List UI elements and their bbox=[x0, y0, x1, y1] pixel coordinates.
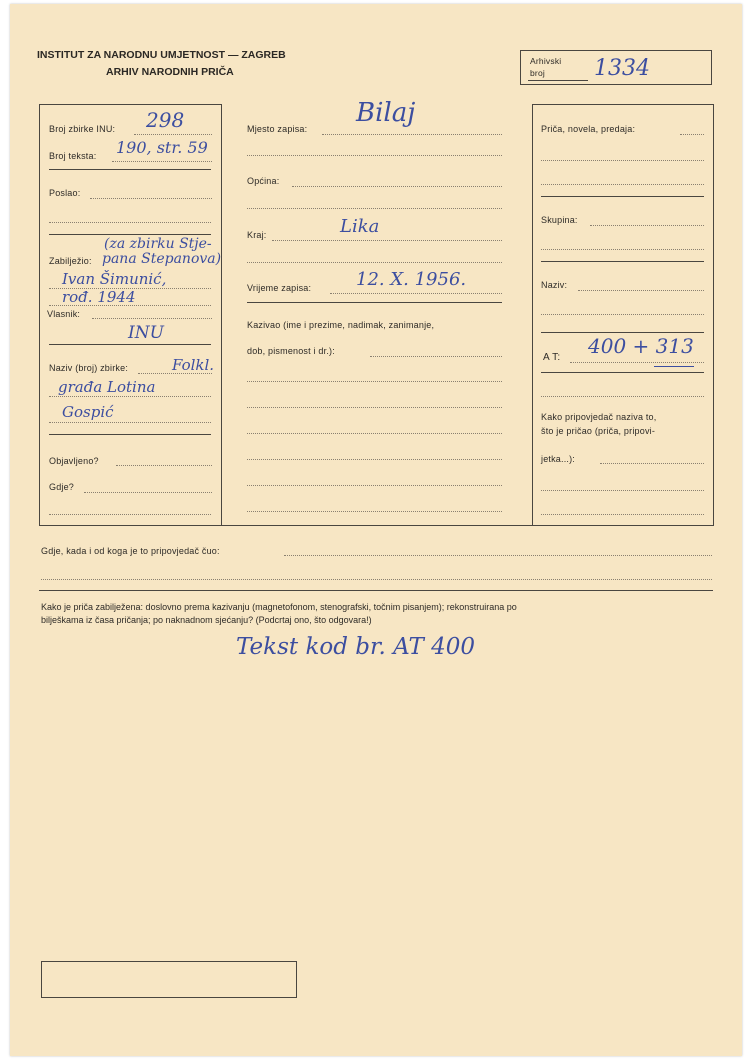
collection-name-value-2: građa Lotina bbox=[58, 378, 156, 396]
narrator-naming-line-2 bbox=[541, 490, 704, 491]
institute-title: INSTITUT ZA NARODNU UMJETNOST — ZAGREB bbox=[37, 49, 286, 61]
narrator-line-3 bbox=[247, 407, 502, 408]
collection-number-value: 298 bbox=[146, 108, 185, 132]
story-type-line-2 bbox=[541, 160, 704, 161]
sent-by-label: Poslao: bbox=[49, 188, 81, 198]
collection-name-value-3: Gospić bbox=[62, 403, 114, 421]
at-value-underline bbox=[654, 366, 694, 367]
narrator-naming-line-3 bbox=[541, 514, 704, 515]
where-label: Gdje? bbox=[49, 482, 75, 492]
heard-from-line bbox=[284, 555, 712, 556]
collection-number-label: Broj zbirke INU: bbox=[49, 124, 116, 134]
narrator-label-2: dob, pismenost i dr.): bbox=[247, 346, 335, 356]
right-divider-3 bbox=[541, 332, 704, 333]
left-divider-3 bbox=[49, 344, 211, 345]
recorded-by-value-3: Ivan Šimunić, bbox=[62, 270, 167, 288]
time-label: Vrijeme zapisa: bbox=[247, 283, 312, 293]
left-divider-4 bbox=[49, 434, 211, 435]
right-line-5 bbox=[541, 396, 704, 397]
municipality-label: Općina: bbox=[247, 176, 280, 186]
right-divider-1 bbox=[541, 196, 704, 197]
right-divider-4 bbox=[541, 372, 704, 373]
narrator-line-1 bbox=[370, 356, 502, 357]
owner-value: INU bbox=[128, 323, 164, 343]
region-value: Lika bbox=[340, 216, 380, 237]
region-line-2 bbox=[247, 262, 502, 263]
collection-number-line bbox=[134, 134, 212, 135]
heard-from-label: Gdje, kada i od koga je to pripovjedač čuo: bbox=[41, 546, 220, 556]
name-line bbox=[578, 290, 704, 291]
owner-line bbox=[92, 318, 212, 319]
time-line bbox=[330, 293, 502, 294]
right-divider-2 bbox=[541, 261, 704, 262]
text-number-value: 190, str. 59 bbox=[116, 138, 208, 157]
archive-number-underline bbox=[528, 80, 588, 81]
story-type-label: Priča, novela, predaja: bbox=[541, 124, 636, 134]
place-label: Mjesto zapisa: bbox=[247, 124, 308, 134]
collection-name-line-3 bbox=[49, 422, 211, 423]
collection-name-value-1: Folkl. bbox=[172, 356, 215, 374]
name-label: Naziv: bbox=[541, 280, 568, 290]
archive-number-label-2: broj bbox=[530, 68, 545, 78]
narrator-naming-label-2: što je pričao (priča, pripovi- bbox=[541, 426, 656, 436]
municipality-line-2 bbox=[247, 208, 502, 209]
at-line bbox=[570, 362, 704, 363]
recorded-by-value-1: (za zbirku Stje- bbox=[104, 236, 212, 252]
recorded-by-label-text: Zabilježio: bbox=[49, 256, 92, 266]
main-frame-bottom bbox=[39, 525, 713, 526]
municipality-line bbox=[292, 186, 502, 187]
name-line-2 bbox=[541, 314, 704, 315]
handwritten-note: Tekst kod br. AT 400 bbox=[236, 634, 475, 660]
sent-by-line bbox=[90, 198, 212, 199]
text-number-line bbox=[112, 161, 212, 162]
at-label: A T: bbox=[543, 352, 561, 363]
recorded-by-value-2: pana Stepanova) bbox=[102, 251, 222, 267]
group-line-2 bbox=[541, 249, 704, 250]
how-recorded-line-2: bilješkama iz časa pričanja; po naknadnom sjećanju? (Podcrtaj ono, što odgovara!) bbox=[41, 615, 372, 625]
narrator-line-7 bbox=[247, 511, 502, 512]
group-label: Skupina: bbox=[541, 215, 578, 225]
narrator-label-1: Kazivao (ime i prezime, nadimak, zanimanje, bbox=[247, 320, 435, 330]
owner-label: Vlasnik: bbox=[47, 309, 81, 319]
place-line-2 bbox=[247, 155, 502, 156]
published-label: Objavljeno? bbox=[49, 456, 99, 466]
narrator-naming-label-3: jetka...): bbox=[541, 454, 576, 464]
region-label: Kraj: bbox=[247, 230, 267, 240]
where-line bbox=[84, 492, 212, 493]
collection-name-label: Naziv (broj) zbirke: bbox=[49, 363, 129, 373]
archive-number-value: 1334 bbox=[594, 56, 650, 81]
region-line bbox=[272, 240, 502, 241]
narrator-line-2 bbox=[247, 381, 502, 382]
heard-from-line-2 bbox=[41, 579, 712, 580]
narrator-line-5 bbox=[247, 459, 502, 460]
left-divider-1 bbox=[49, 169, 211, 170]
recorded-by-value-4: rođ. 1944 bbox=[62, 288, 136, 306]
narrator-naming-line-1 bbox=[600, 463, 704, 464]
time-value: 12. X. 1956. bbox=[356, 269, 467, 290]
sent-by-line-2 bbox=[49, 222, 211, 223]
text-number-label: Broj teksta: bbox=[49, 151, 97, 161]
where-line-2 bbox=[49, 514, 211, 515]
archive-number-label-1: Arhivski bbox=[530, 56, 562, 66]
bottom-divider bbox=[39, 590, 713, 591]
place-value: Bilaj bbox=[356, 98, 416, 128]
story-type-line bbox=[680, 134, 704, 135]
place-line bbox=[322, 134, 502, 135]
narrator-naming-label-1: Kako pripovjedač naziva to, bbox=[541, 412, 657, 422]
how-recorded-line-1: Kako je priča zabilježena: doslovno prema kazivanju (magnetofonom, stenografski, točnim pisanjem); rekonstruirana po bbox=[41, 602, 517, 612]
archive-title: ARHIV NARODNIH PRIČA bbox=[106, 66, 234, 78]
narrator-line-6 bbox=[247, 485, 502, 486]
collection-name-line-2 bbox=[49, 396, 211, 397]
group-line bbox=[590, 225, 704, 226]
middle-divider bbox=[247, 302, 502, 303]
left-divider-2 bbox=[49, 234, 211, 235]
published-line bbox=[116, 465, 212, 466]
at-value: 400 + 313 bbox=[588, 334, 694, 358]
narrator-line-4 bbox=[247, 433, 502, 434]
story-type-line-3 bbox=[541, 184, 704, 185]
footer-box bbox=[41, 961, 297, 998]
